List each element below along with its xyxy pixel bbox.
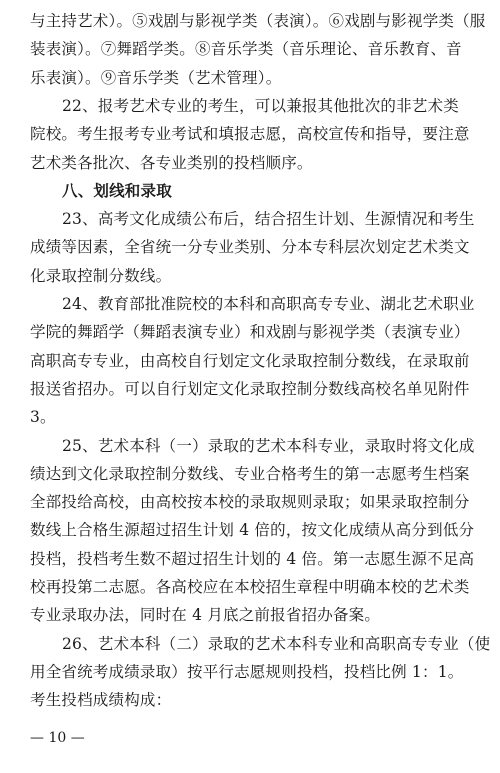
- paragraph-line: 与主持艺术）。⑤戏剧与影视学类（表演）。⑥戏剧与影视学类（服: [30, 12, 486, 30]
- paragraph-line: 25、艺术本科（一）录取的艺术本科专业，录取时将文化成: [62, 436, 475, 455]
- paragraph-line: 24、教育部批准院校的本科和高职高专专业、湖北艺术职业: [62, 295, 475, 313]
- paragraph-line: 23、高考文化成绩公布后，结合招生计划、生源情况和考生: [62, 210, 475, 229]
- paragraph-line: 26、艺术本科（二）录取的艺术本科专业和高职高专专业（使: [62, 634, 491, 653]
- paragraph-line: 成绩等因素，全省统一分专业类别、分本专科层次划定艺术类文: [30, 238, 470, 257]
- paragraph-line: 全部投给高校，由高校按本校的录取规则录取；如果录取控制分: [30, 493, 470, 512]
- section-heading: 八、划线和录取: [62, 180, 172, 200]
- paragraph-line: 投档，投档考生数不超过招生计划的 4 倍。第一志愿生源不足高: [30, 549, 475, 568]
- paragraph-line: 学院的舞蹈学（舞蹈表演专业）和戏剧与影视学类（表演专业）: [30, 323, 470, 342]
- paragraph-line: 考生投档成绩构成：: [30, 691, 172, 710]
- paragraph-line: 艺术类各批次、各专业类别的投档顺序。: [30, 153, 313, 172]
- paragraph-line: 3。: [30, 408, 56, 427]
- paragraph-line: 化录取控制分数线。: [30, 266, 172, 285]
- paragraph-line: 数线上合格生源超过招生计划 4 倍的，按文化成绩从高分到低分: [30, 521, 475, 540]
- paragraph-line: 报送省招办。可以自行划定文化录取控制分数线高校名单见附件: [30, 379, 470, 398]
- paragraph-line: 院校。考生报考专业考试和填报志愿，高校宣传和指导，要注意: [30, 125, 470, 144]
- paragraph-line: 装表演）。⑦舞蹈学类。⑧音乐学类（音乐理论、音乐教育、音: [30, 40, 462, 59]
- paragraph-line: 乐表演）。⑨音乐学类（艺术管理）。: [30, 68, 282, 87]
- paragraph-line: 专业录取办法，同时在 4 月底之前报省招办备案。: [30, 606, 381, 625]
- paragraph-line: 高职高专专业，由高校自行划定文化录取控制分数线，在录取前: [30, 351, 470, 370]
- page-number: — 10 —: [30, 730, 85, 746]
- paragraph-line: 用全省统考成绩录取）按平行志愿规则投档，投档比例 1：1。: [30, 662, 464, 681]
- paragraph-line: 绩达到文化录取控制分数线、专业合格考生的第一志愿考生档案: [30, 464, 470, 483]
- paragraph-line: 22、报考艺术专业的考生，可以兼报其他批次的非艺术类: [62, 96, 459, 115]
- paragraph-line: 校再投第二志愿。各高校应在本校招生章程中明确本校的艺术类: [30, 578, 470, 596]
